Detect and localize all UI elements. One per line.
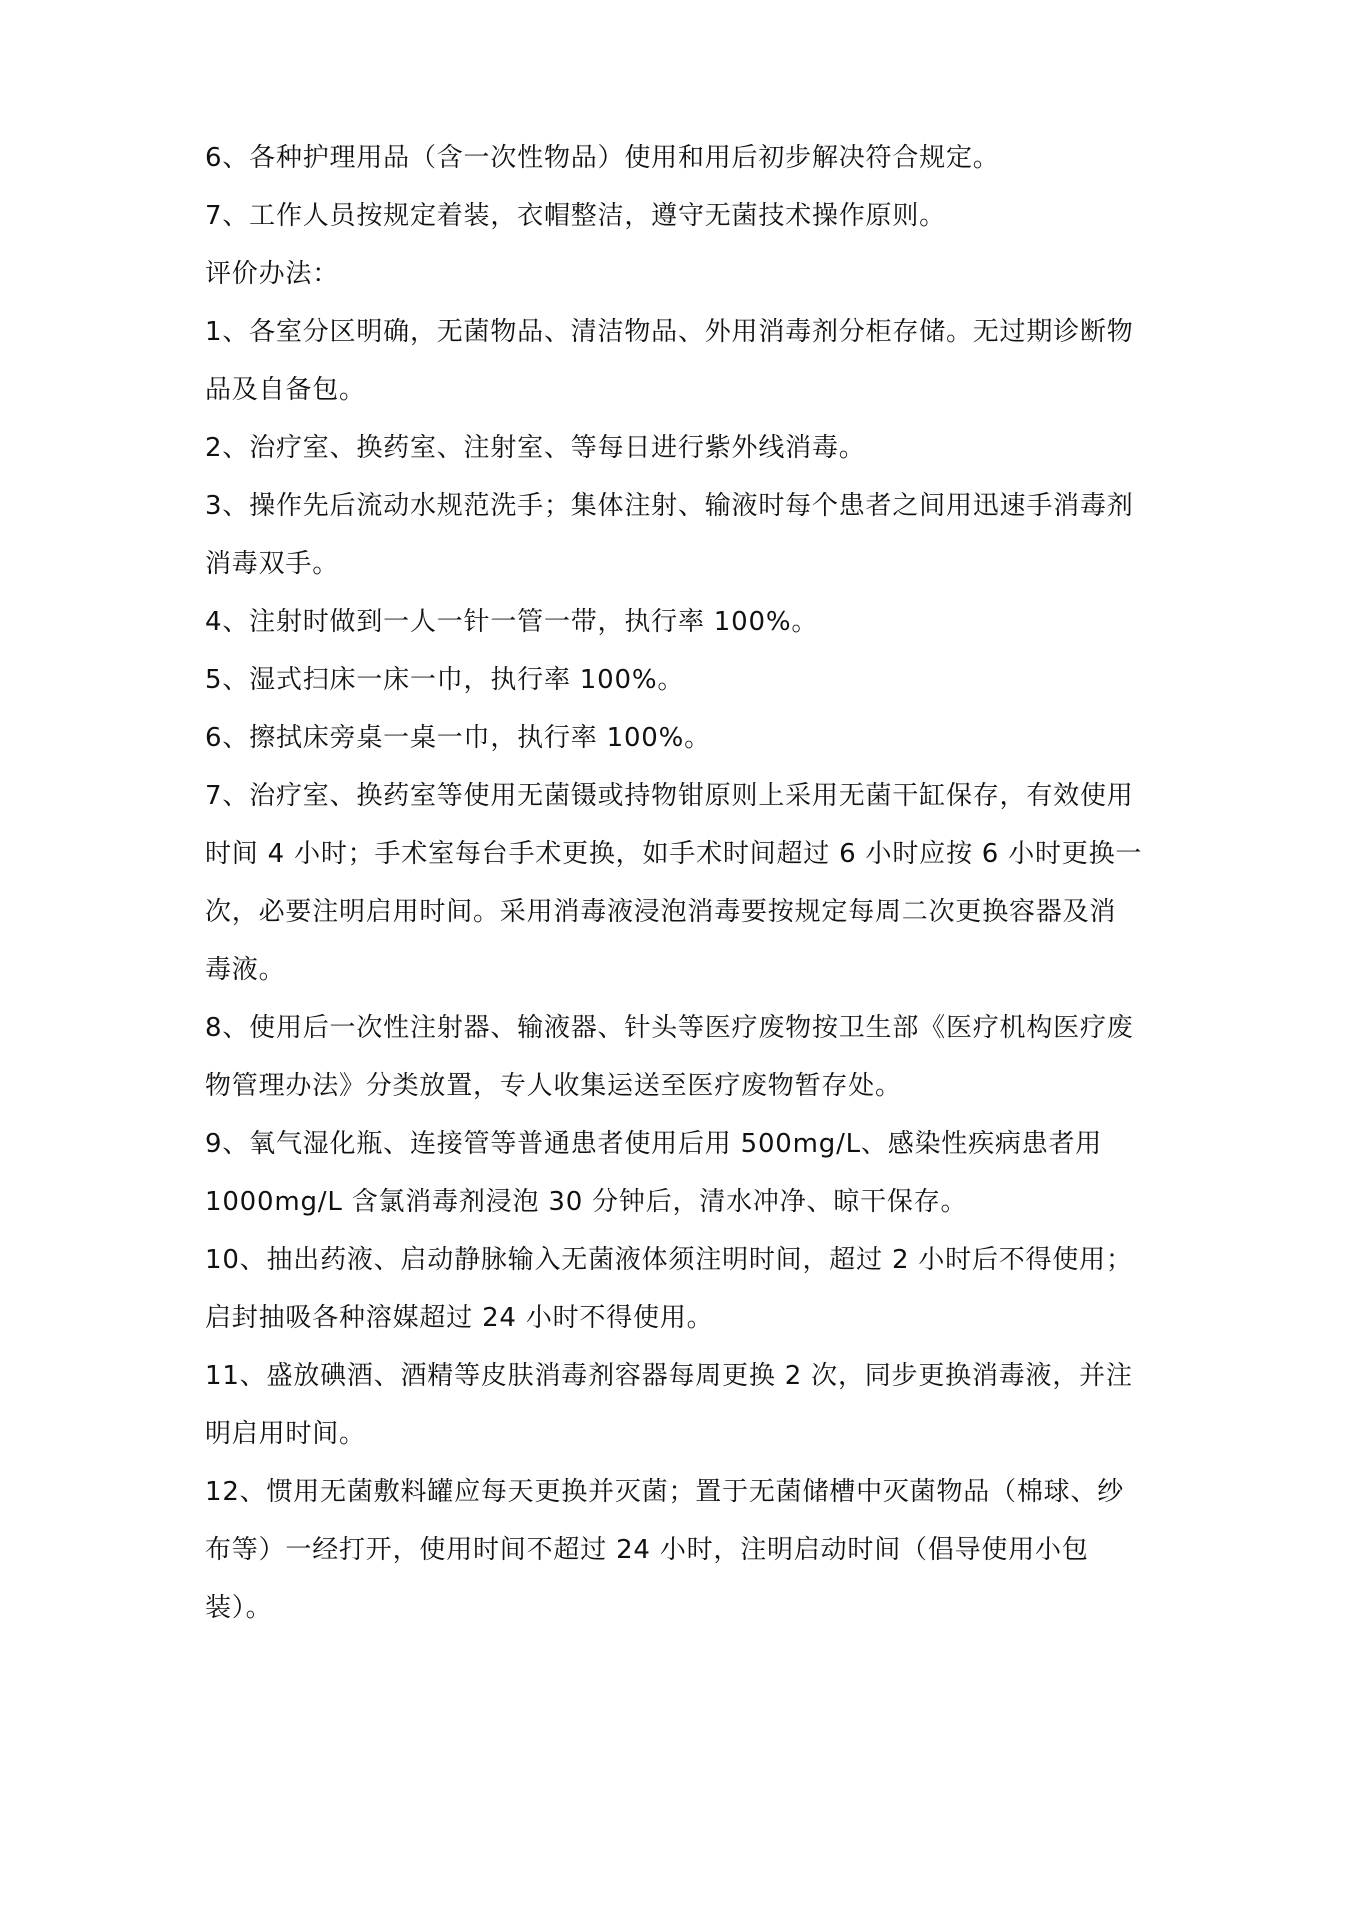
text-line: 6、各种护理用品（含一次性物品）使用和用后初步解决符合规定。 bbox=[205, 143, 1000, 173]
text-line: 2、治疗室、换药室、注射室、等每日进行紫外线消毒。 bbox=[205, 433, 866, 463]
text-line: 7、治疗室、换药室等使用无菌镊或持物钳原则上采用无菌干缸保存，有效使用 bbox=[205, 781, 1134, 811]
document-text bbox=[205, 136, 1195, 1644]
text-line: 10、抽出药液、启动静脉输入无菌液体须注明时间，超过 2 小时后不得使用； bbox=[205, 1245, 1133, 1275]
text-line: 9、氧气湿化瓶、连接管等普通患者使用后用 500mg/L、感染性疾病患者用 bbox=[205, 1129, 1103, 1159]
text-line: 1000mg/L 含氯消毒剂浸泡 30 分钟后，清水冲净、晾干保存。 bbox=[205, 1187, 968, 1217]
text-line: 4、注射时做到一人一针一管一带，执行率 100%。 bbox=[205, 607, 819, 637]
text-line: 物管理办法》分类放置，专人收集运送至医疗废物暂存处。 bbox=[205, 1071, 902, 1101]
text-line: 6、擦拭床旁桌一桌一巾，执行率 100%。 bbox=[205, 723, 711, 753]
text-line: 11、盛放碘酒、酒精等皮肤消毒剂容器每周更换 2 次，同步更换消毒液，并注 bbox=[205, 1361, 1133, 1391]
text-line: 毒液。 bbox=[205, 955, 286, 985]
text-line: 时间 4 小时；手术室每台手术更换，如手术时间超过 6 小时应按 6 小时更换一 bbox=[205, 839, 1143, 869]
text-line: 明启用时间。 bbox=[205, 1419, 366, 1449]
text-line: 3、操作先后流动水规范洗手；集体注射、输液时每个患者之间用迅速手消毒剂 bbox=[205, 491, 1134, 521]
text-line: 7、工作人员按规定着装，衣帽整洁，遵守无菌技术操作原则。 bbox=[205, 201, 946, 231]
text-line: 布等）一经打开，使用时间不超过 24 小时，注明启动时间（倡导使用小包 bbox=[205, 1535, 1089, 1565]
text-line: 次，必要注明启用时间。采用消毒液浸泡消毒要按规定每周二次更换容器及消 bbox=[205, 897, 1117, 927]
text-line: 装）。 bbox=[205, 1593, 273, 1623]
text-line: 1、各室分区明确，无菌物品、清洁物品、外用消毒剂分柜存储。无过期诊断物 bbox=[205, 317, 1134, 347]
section-heading: 评价办法： bbox=[205, 259, 340, 289]
text-line: 5、湿式扫床一床一巾，执行率 100%。 bbox=[205, 665, 685, 695]
text-line: 8、使用后一次性注射器、输液器、针头等医疗废物按卫生部《医疗机构医疗废 bbox=[205, 1013, 1134, 1043]
text-line: 12、惯用无菌敷料罐应每天更换并灭菌；置于无菌储槽中灭菌物品（棉球、纱 bbox=[205, 1477, 1125, 1507]
text-line: 启封抽吸各种溶媒超过 24 小时不得使用。 bbox=[205, 1303, 714, 1333]
text-line: 消毒双手。 bbox=[205, 549, 340, 579]
text-line: 品及自备包。 bbox=[205, 375, 366, 405]
